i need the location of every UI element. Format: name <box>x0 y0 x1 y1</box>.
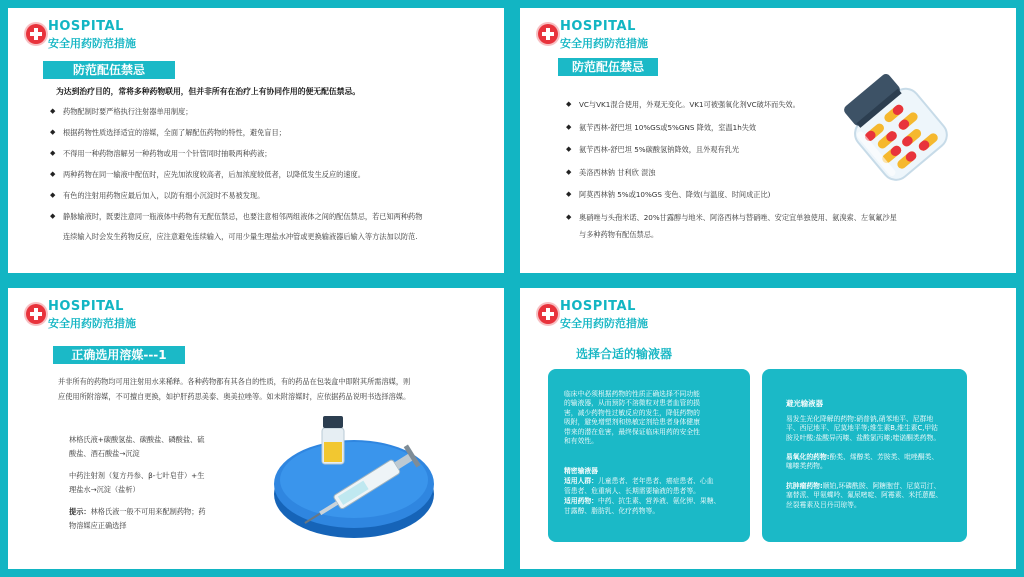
slide-1 <box>8 8 504 273</box>
bullet-list <box>50 107 490 233</box>
list-item: ◆ 不得用一种药物溶解另一种药物或用一个针管同时抽吸两种药液； <box>50 149 490 170</box>
note-1-line-1: 林格氏液+碳酸氢盐、碳酸盐、磷酸盐、硫 <box>69 435 205 444</box>
panel-heading: 避光输液器 <box>786 399 823 408</box>
photolabile-text: 易发生光化降解的药物:硝普钠,硝苯地平、尼群地 平、西尼地平、尼莫地平等;维生素B,维生素C,甲钴 胺及叶酸;盐酸异丙嗪、盐酸氯丙嗪;喹诺酮类药物。 <box>786 415 941 442</box>
list-item: ◆ 美洛西林钠 甘利欣 混浊 <box>566 168 966 191</box>
antitumor-text: 抗肿瘤药物:顺铂,环磷酰胺、阿糖胞苷、尼莫司汀、 塞替派、甲氨蝶呤、氟尿嘧啶、阿霉素、米托蒽醌、 丝裂霉素及吕丹司琼等。 <box>786 482 943 509</box>
hospital-logo <box>538 16 738 50</box>
bullet-continuation: 与多种药物有配伍禁忌。 <box>579 230 659 239</box>
hospital-logo <box>538 296 738 330</box>
list-item: ◆ 根据药物性质选择适宜的溶媒，全面了解配伍药物的特性，避免盲目； <box>50 128 490 149</box>
precision-infusion-panel <box>548 369 750 542</box>
list-item: ◆ 两种药物在同一输液中配伍时，应先加浓度较高者，后加浓度较低者，以降低发生反应的速度。 <box>50 170 490 191</box>
logo-brand: HOSPITAL <box>560 19 636 34</box>
hospital-logo <box>26 296 226 330</box>
list-item: ◆ 药物配制时要严格执行注射器单用制度； <box>50 107 490 128</box>
paragraph-line-2: 应使用所附溶媒，不可擅自更换，如护肝药思美泰、奥美拉唑等。如未附溶媒时，应依据药品说明书选择溶媒。 <box>58 392 411 401</box>
red-cross-icon <box>26 24 46 44</box>
red-cross-icon <box>26 304 46 324</box>
note-2-line-1: 中药注射剂（复方丹参、β-七叶皂苷）+生 <box>69 471 205 480</box>
intro-text: 临床中必须根据药物的性质正确选择不同功能 的输液器，从而预防不溶微粒对患者血管的损 害，减少药物性过敏反应的发生，降低药物的 吸附，避免增塑剂和热敏定剂给患者身体健康 带来的潜在危害，最终保证临床用药的安全性 和有效性。 <box>564 390 700 446</box>
logo-subtitle: 安全用药防范措施 <box>48 317 136 330</box>
list-item: ◆ 奥硝唑与头孢米诺、20%甘露醇与地米、阿洛西林与替硝唑、安定宜单独使用、氨溴索、左氧氟沙星 <box>566 213 966 236</box>
logo-subtitle: 安全用药防范措施 <box>48 37 136 50</box>
tip-text: 林格氏液一般不可用来配制药物；药 <box>90 507 206 516</box>
logo-brand: HOSPITAL <box>48 299 124 314</box>
slide-title: 防范配伍禁忌 <box>43 61 175 79</box>
list-item: ◆ 有色的注射用药物应最后加入，以防有细小沉淀时不易被发现。 <box>50 191 490 212</box>
list-item: ◆ 氨苄西林-舒巴坦 10%GS或5%GNS 降效，室温1h失效 <box>566 123 966 146</box>
applicable-people-cont: 管患者、危重病人、长期需要输液的患者等。 <box>564 487 700 495</box>
paragraph-line-1: 并非所有的药物均可用注射用水来稀释。各种药物都有其各自的性质，有的药品在包装盒中即附其所需溶媒，则 <box>58 377 411 386</box>
slide-title: 正确选用溶媒---1 <box>53 346 185 364</box>
slide-4 <box>520 288 1016 569</box>
list-item: ◆ 氨苄西林-舒巴坦 5%碳酸氢钠降效，且外观有乳光 <box>566 145 966 168</box>
hospital-logo <box>26 16 226 50</box>
note-2-line-2: 理盐水→沉淀（盐析） <box>69 485 140 494</box>
logo-brand: HOSPITAL <box>48 19 124 34</box>
tip-line-1 <box>69 506 206 517</box>
slide-title: 选择合适的输液器 <box>576 347 673 361</box>
slide-title: 防范配伍禁忌 <box>558 58 658 76</box>
list-item: ◆ 静脉输液时，既要注意同一瓶液体中药物有无配伍禁忌，也要注意相邻两组液体之间的配伍禁忌，若已知两种药物 <box>50 212 490 233</box>
note-1-line-2: 酸盐、酒石酸盐→沉淀 <box>69 449 140 458</box>
applicable-drugs-cont: 甘露醇、脂肪乳、化疗药物等。 <box>564 507 660 515</box>
oxidizable-text: 易氧化的药物:酚类、烯醇类、芳胺类、吡唑酮类、 噻嗪类药物。 <box>786 453 939 471</box>
logo-subtitle: 安全用药防范措施 <box>560 37 648 50</box>
lead-text: 为达到治疗目的，常将多种药物联用，但并非所有在治疗上有协同作用的便无配伍禁忌。 <box>56 87 361 96</box>
applicable-people: 适用人群：儿童患者、老年患者、癌症患者、心血 <box>564 477 714 485</box>
slide-2 <box>520 8 1016 273</box>
list-item: ◆ VC与VK1混合使用，外观无变化。VK1可被强氧化剂VC破坏而失效。 <box>566 100 966 123</box>
bullet-continuation: 连续输入时会发生药物反应，应注意避免连续输入，可用少量生理盐水冲管或更换输液器后输入等方法加以防范. <box>63 232 418 241</box>
pill-bottle-illustration <box>836 70 962 194</box>
slide-3 <box>8 288 504 569</box>
panel-heading: 精密输液器 <box>564 467 598 475</box>
applicable-drugs: 适用药物：中药、抗生素、营养液、氨化钾、果糖、 <box>564 497 721 505</box>
tip-line-2: 物溶媒应正确选择 <box>69 521 127 530</box>
logo-brand: HOSPITAL <box>560 299 636 314</box>
light-proof-infusion-panel <box>762 369 967 542</box>
syringe-vial-illustration <box>270 408 438 542</box>
logo-subtitle: 安全用药防范措施 <box>560 317 648 330</box>
red-cross-icon <box>538 304 558 324</box>
list-item: ◆ 阿莫西林钠 5%或10%GS 变色、降效(与温度、时间成正比) <box>566 190 966 213</box>
tip-label: 提示： <box>69 507 91 516</box>
red-cross-icon <box>538 24 558 44</box>
